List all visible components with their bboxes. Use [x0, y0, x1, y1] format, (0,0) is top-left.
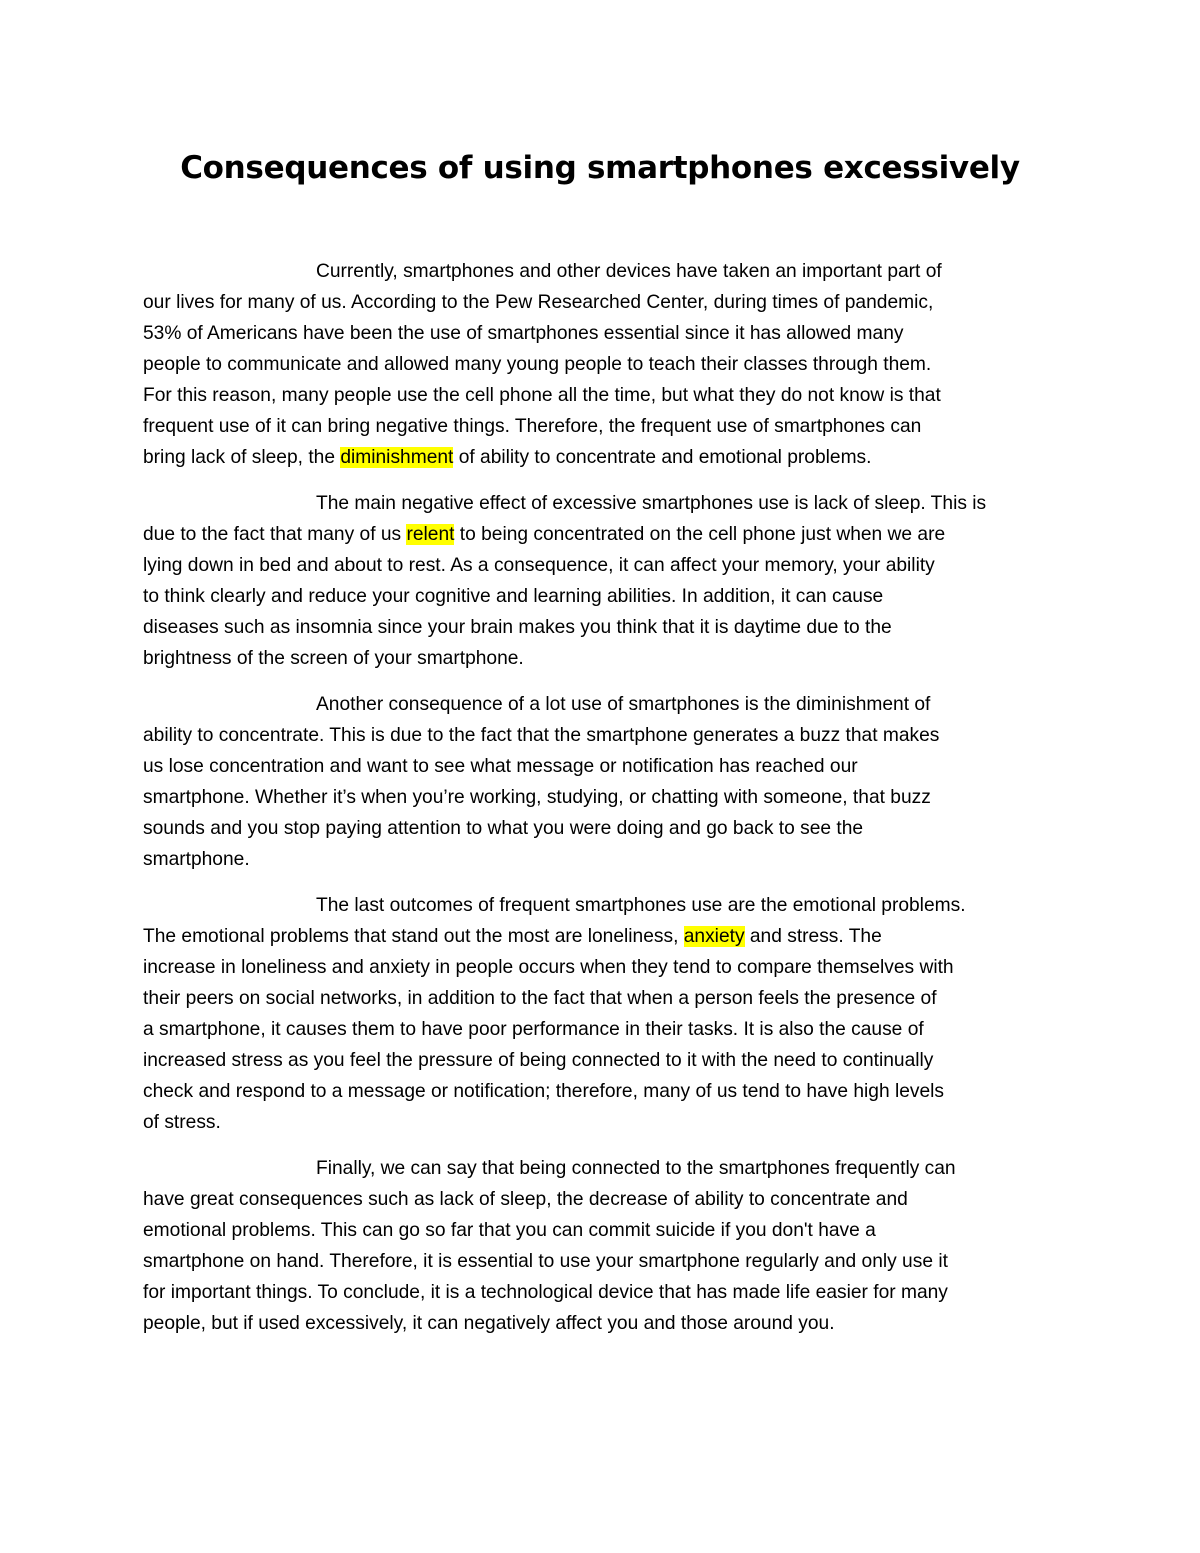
text-segment: increased stress as you feel the pressure of being connected to it with the need to continually [143, 1050, 934, 1071]
text-segment: frequent use of it can bring negative things. Therefore, the frequent use of smartphones can [143, 416, 922, 437]
text-segment: have great consequences such as lack of sleep, the decrease of ability to concentrate and [143, 1189, 908, 1210]
text-line [143, 581, 1068, 612]
text-segment: a smartphone, it causes them to have poor performance in their tasks. It is also the cause of [143, 1019, 924, 1040]
highlighted-word: relent [406, 524, 455, 545]
text-segment: sounds and you stop paying attention to what you were doing and go back to see the [143, 818, 864, 839]
text-segment: to being concentrated on the cell phone just when we are [454, 524, 946, 545]
text-line [143, 921, 1068, 952]
paragraph [143, 488, 1068, 674]
text-line [143, 689, 1068, 720]
text-line [143, 720, 1068, 751]
paragraph [143, 689, 1068, 875]
text-segment: bring lack of sleep, the [143, 447, 341, 468]
text-line [143, 318, 1068, 349]
text-line [143, 952, 1068, 983]
text-line [143, 612, 1068, 643]
text-segment: For this reason, many people use the cell phone all the time, but what they do not know is that [143, 385, 941, 406]
text-segment: smartphone. [143, 849, 250, 870]
highlighted-word: anxiety [683, 926, 745, 947]
text-segment: people, but if used excessively, it can negatively affect you and those around you. [143, 1313, 835, 1334]
text-line [143, 1014, 1068, 1045]
text-line [143, 813, 1068, 844]
document-body [143, 256, 1068, 1354]
text-line [143, 1107, 1068, 1138]
text-segment: their peers on social networks, in addition to the fact that when a person feels the presence of [143, 988, 937, 1009]
text-line [143, 751, 1068, 782]
text-line [143, 1045, 1068, 1076]
text-segment: due to the fact that many of us [143, 524, 407, 545]
text-line [143, 411, 1068, 442]
text-segment: increase in loneliness and anxiety in people occurs when they tend to compare themselves with [143, 957, 954, 978]
text-line [143, 890, 1068, 921]
text-segment: diseases such as insomnia since your brain makes you think that it is daytime due to the [143, 617, 892, 638]
text-segment: The main negative effect of excessive smartphones use is lack of sleep. This is [316, 493, 987, 514]
text-segment: for important things. To conclude, it is a technological device that has made life easier for many [143, 1282, 948, 1303]
text-line [143, 519, 1068, 550]
text-line [143, 349, 1068, 380]
text-segment: brightness of the screen of your smartphone. [143, 648, 524, 669]
text-line [143, 287, 1068, 318]
paragraph [143, 256, 1068, 473]
text-line [143, 1308, 1068, 1339]
text-segment: 53% of Americans have been the use of smartphones essential since it has allowed many [143, 323, 904, 344]
text-line [143, 1153, 1068, 1184]
highlighted-word: diminishment [340, 447, 454, 468]
text-segment: people to communicate and allowed many young people to teach their classes through them. [143, 354, 932, 375]
paragraph [143, 1153, 1068, 1339]
text-line [143, 1246, 1068, 1277]
text-segment: Another consequence of a lot use of smartphones is the diminishment of [316, 694, 931, 715]
text-segment: The emotional problems that stand out the most are loneliness, [143, 926, 684, 947]
text-segment: check and respond to a message or notification; therefore, many of us tend to have high levels [143, 1081, 945, 1102]
text-line [143, 256, 1068, 287]
text-line [143, 488, 1068, 519]
text-segment: ability to concentrate. This is due to the fact that the smartphone generates a buzz that makes [143, 725, 940, 746]
text-line [143, 1215, 1068, 1246]
text-line [143, 442, 1068, 473]
text-line [143, 380, 1068, 411]
text-segment: The last outcomes of frequent smartphones use are the emotional problems. [316, 895, 966, 916]
text-segment: Currently, smartphones and other devices have taken an important part of [316, 261, 942, 282]
text-segment: emotional problems. This can go so far that you can commit suicide if you don't have a [143, 1220, 876, 1241]
text-segment: and stress. The [744, 926, 882, 947]
text-line [143, 983, 1068, 1014]
text-segment: smartphone. Whether it’s when you’re working, studying, or chatting with someone, that buzz [143, 787, 931, 808]
text-line [143, 1277, 1068, 1308]
text-line [143, 1076, 1068, 1107]
text-segment: to think clearly and reduce your cognitive and learning abilities. In addition, it can cause [143, 586, 884, 607]
text-segment: smartphone on hand. Therefore, it is essential to use your smartphone regularly and only use it [143, 1251, 948, 1272]
text-segment: of ability to concentrate and emotional problems. [453, 447, 872, 468]
text-line [143, 1184, 1068, 1215]
text-line [143, 844, 1068, 875]
paragraph [143, 890, 1068, 1138]
text-line [143, 782, 1068, 813]
text-line [143, 550, 1068, 581]
text-line [143, 643, 1068, 674]
text-segment: us lose concentration and want to see what message or notification has reached our [143, 756, 858, 777]
document-title: Consequences of using smartphones excessively [180, 150, 1020, 186]
text-segment: lying down in bed and about to rest. As a consequence, it can affect your memory, your ability [143, 555, 935, 576]
text-segment: our lives for many of us. According to the Pew Researched Center, during times of pandemic, [143, 292, 934, 313]
text-segment: Finally, we can say that being connected to the smartphones frequently can [316, 1158, 956, 1179]
text-segment: of stress. [143, 1112, 221, 1133]
